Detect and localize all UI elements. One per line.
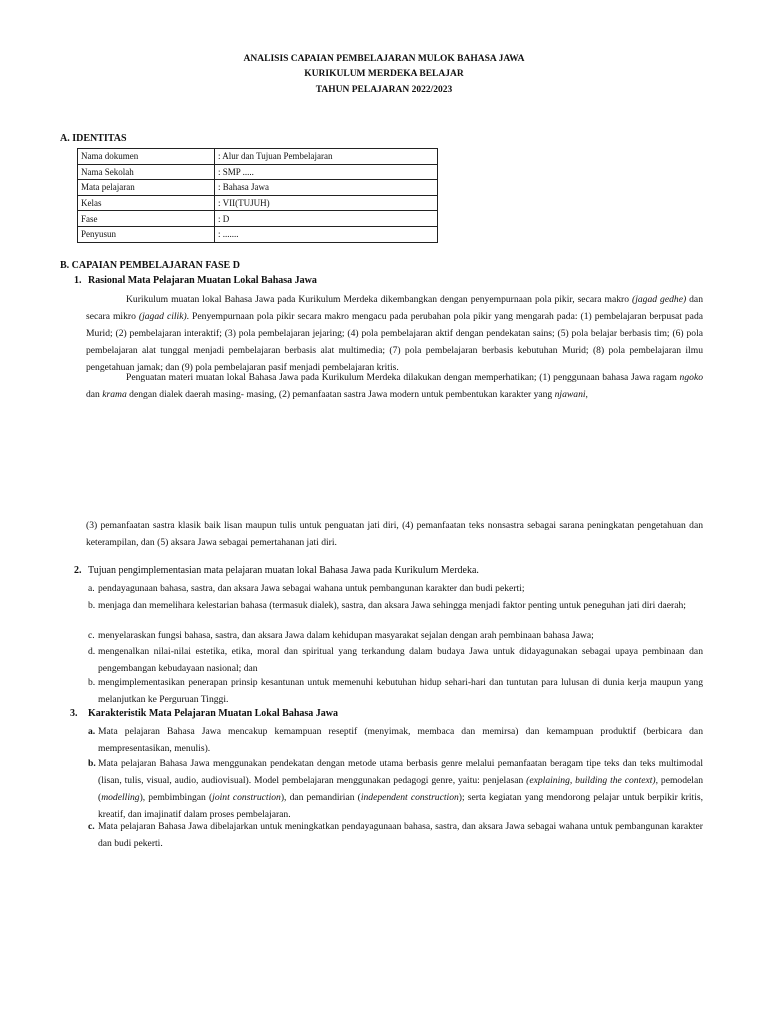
text-run: Penguatan materi muatan lokal Bahasa Jawa pada Kurikulum Merdeka dilakukan dengan memperhatikan; (1) penggunaan bahasa Jawa ragam <box>126 372 680 383</box>
list-item: menyelaraskan fungsi bahasa, sastra, dan aksara Jawa dalam kehidupan masyarakat sejalan dengan arah pembinaan bahasa Jawa; <box>98 630 594 641</box>
italic-run: modelling <box>101 792 140 803</box>
list-marker: b. <box>88 758 96 769</box>
list-marker: b. <box>88 677 96 688</box>
list-item: menjaga dan memelihara kelestarian bahasa (termasuk dialek), sastra, dan aksara Jawa sehingga menjadi faktor penting untuk peneguhan jati diri daerah; <box>98 600 686 611</box>
list-item <box>98 755 703 823</box>
italic-run: ngoko <box>679 372 703 383</box>
table-key: Nama Sekolah <box>78 164 215 180</box>
italic-run: independent construction <box>360 792 459 803</box>
table-row <box>78 195 438 211</box>
table-row <box>78 164 438 180</box>
list-item: pendayagunaan bahasa, sastra, dan aksara Jawa sebagai wahana untuk pembangunan karakter dan budi pekerti; <box>98 583 525 594</box>
table-key: Nama dokumen <box>78 149 215 165</box>
list-marker: c. <box>88 821 95 832</box>
text-run: pemodelan ( <box>98 775 704 803</box>
subsection-2-number: 2. <box>74 565 82 576</box>
subsection-3-number: 3. <box>70 708 78 719</box>
list-item: Mata pelajaran Bahasa Jawa mencakup kemampuan reseptif (menyimak, membaca dan memirsa) dan kemampuan produktif (berbicara dan mempresentasikan, menulis). <box>98 726 703 754</box>
table-value: : ....... <box>215 226 438 242</box>
italic-run: krama <box>102 389 127 400</box>
text-run: ), dan pemandirian ( <box>280 792 361 803</box>
italic-run: (jagad cilik) <box>138 311 187 322</box>
subsection-1-number: 1. <box>74 275 82 286</box>
rasional-paragraph-3: (3) pemanfaatan sastra klasik baik lisan maupun tulis untuk penguatan jati diri, (4) pemanfaatan teks nonsastra sebagai sarana peningkatan pengetahuan dan keterampilan, dan (5) aksara Jawa sebagai pemertahanan jati diri. <box>86 520 703 548</box>
text-run: ), pembimbingan ( <box>139 792 213 803</box>
table-value: : SMP ..... <box>215 164 438 180</box>
list-marker: a. <box>88 726 96 737</box>
subsection-1-title: Rasional Mata Pelajaran Muatan Lokal Bahasa Jawa <box>88 275 317 286</box>
table-value: : Alur dan Tujuan Pembelajaran <box>215 149 438 165</box>
italic-run: (jagad gedhe) <box>632 294 687 305</box>
table-row <box>78 211 438 227</box>
table-value: : D <box>215 211 438 227</box>
rasional-paragraph-2 <box>86 369 703 403</box>
identity-table <box>77 148 438 243</box>
table-row <box>78 226 438 242</box>
table-value: : Bahasa Jawa <box>215 180 438 196</box>
text-run: ); serta kegiatan yang mendorong pelajar untuk berpikir kritis, kreatif, dan imajinatif dalam proses pembelajaran. <box>98 792 704 820</box>
list-item: mengenalkan nilai-nilai estetika, etika, moral dan spiritual yang terkandung dalam budaya Jawa untuk didayagunakan sebagai upaya pembinaan dan pengembangan kebudayaan nasional; dan <box>98 646 703 674</box>
table-key: Mata pelajaran <box>78 180 215 196</box>
table-key: Kelas <box>78 195 215 211</box>
section-a-heading: A. IDENTITAS <box>60 133 127 144</box>
text-run: dengan dialek daerah masing- masing, (2) pemanfaatan sastra Jawa modern untuk pembentukan karakter yang <box>126 389 555 400</box>
italic-run: joint construction <box>212 792 281 803</box>
table-row <box>78 180 438 196</box>
text-run: Mata pelajaran Bahasa Jawa menggunakan pendekatan dengan metode utama berbasis genre melalui pemanfaatan beragam tipe teks dan teks multimodal (lisan, tulis, visual, audio, audiovisual). Model pembelajaran menggunakan pedagogi genre, yaitu: penjelasan <box>98 758 703 786</box>
list-item: mengimplementasikan penerapan prinsip kesantunan untuk memenuhi kebutuhan hidup sehari-hari dan tuntutan para lulusan di dunia kerja maupun yang melanjutkan ke Perguruan Tinggi. <box>98 677 703 705</box>
doc-title-line-1: ANALISIS CAPAIAN PEMBELAJARAN MULOK BAHASA JAWA <box>243 54 525 64</box>
list-marker: b. <box>88 600 96 611</box>
section-b-heading: B. CAPAIAN PEMBELAJARAN FASE D <box>60 260 240 271</box>
rasional-paragraph-1 <box>86 291 703 376</box>
table-value: : VII(TUJUH) <box>215 195 438 211</box>
italic-run: (explaining, building the context), <box>526 775 658 786</box>
table-key: Penyusun <box>78 226 215 242</box>
text-run: dan secara mikro <box>86 294 703 322</box>
list-marker: a. <box>88 583 95 594</box>
table-row <box>78 149 438 165</box>
list-marker: d. <box>88 646 96 657</box>
text-run: Kurikulum muatan lokal Bahasa Jawa pada Kurikulum Merdeka dikembangkan dengan penyempurnaan pola pikir, secara makro <box>126 294 633 305</box>
text-run: dan <box>86 389 103 400</box>
subsection-3-title: Karakteristik Mata Pelajaran Muatan Lokal Bahasa Jawa <box>88 708 338 719</box>
subsection-2-title: Tujuan pengimplementasian mata pelajaran muatan lokal Bahasa Jawa pada Kurikulum Merdeka. <box>88 565 479 576</box>
text-run: . Penyempurnaan pola pikir secara makro mengacu pada perubahan pola pikir yang mengarah pada: (1) pembelajaran berpusat pada Murid; (2) pembelajaran interaktif; (3) pola pembelajaran jejaring; (4) pola pembelajaran aktif dengan pendekatan sains; (5) pola belajar berbasis tim; (6) pola pembelajaran alat tunggal menjadi pembelajaran berbasis alat multimedia; (7) pola pembelajaran berbasis kebutuhan Murid; (8) pola pembelajaran ilmu pengetahuan jamak; dan (9) pola pembelajaran pasif menjadi pembelajaran kritis. <box>86 311 703 373</box>
list-item: Mata pelajaran Bahasa Jawa dibelajarkan untuk meningkatkan pendayagunaan bahasa, sastra, dan aksara Jawa sebagai wahana untuk pembangunan karakter dan budi pekerti. <box>98 821 703 849</box>
italic-run: njawani <box>554 389 586 400</box>
text-run: , <box>585 389 588 400</box>
list-marker: c. <box>88 630 95 641</box>
doc-title-line-2: KURIKULUM MERDEKA BELAJAR <box>304 69 464 79</box>
table-key: Fase <box>78 211 215 227</box>
doc-title-line-3: TAHUN PELAJARAN 2022/2023 <box>315 85 453 95</box>
